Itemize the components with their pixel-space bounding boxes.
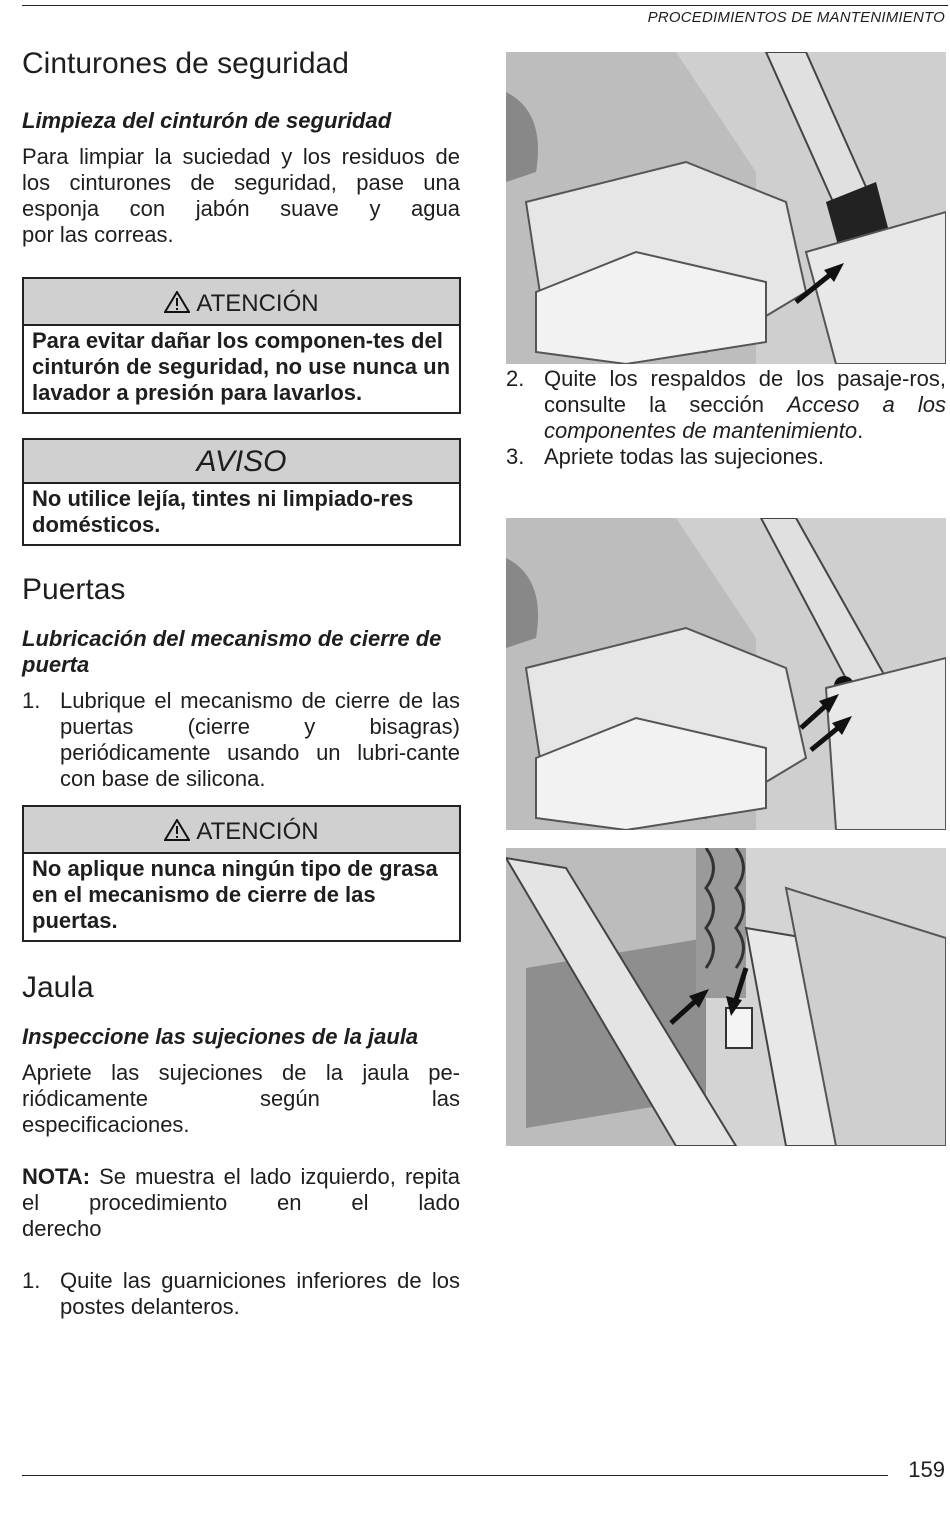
left-column — [22, 40, 460, 1320]
attention-header — [24, 279, 459, 326]
cage-title: Jaula — [22, 971, 94, 1005]
illustration-cage-fasteners — [506, 518, 946, 830]
note-text-1: Se muestra el lado izquierdo, repita el procedimiento en el lado — [22, 1164, 460, 1216]
doors-step-1-number: 1. — [22, 688, 41, 714]
cage-step-2-text — [544, 366, 946, 444]
doors-step-1 — [22, 688, 460, 792]
cage-step-2-link: Acceso a los componentes de mantenimiento — [544, 392, 946, 443]
cage-steps-2-3 — [506, 366, 946, 470]
cage-step-1 — [22, 1268, 460, 1320]
cage-step-1-number: 1. — [22, 1268, 41, 1294]
page-number: 159 — [908, 1457, 945, 1482]
attention-box-seatbelt — [22, 277, 461, 414]
note-text-end: derecho — [22, 1216, 102, 1242]
attention-text: Para evitar dañar los componen-tes del cinturón de seguridad, no use nunca un lavador a presión para lavarlos. — [32, 328, 451, 406]
illustration-cage-post-trim — [506, 52, 946, 364]
doors-subtitle: Lubricación del mecanismo de cierre de puerta — [22, 626, 442, 678]
seatbelt-cleaning-subtitle: Limpieza del cinturón de seguridad — [22, 108, 392, 133]
cage-step-2 — [506, 366, 946, 444]
note-label: NOTA: — [22, 1164, 91, 1190]
cage-subtitle: Inspeccione las sujeciones de la jaula — [22, 1024, 419, 1050]
cage-text-1: Apriete las sujeciones de la jaula pe-riódicamente según las — [22, 1060, 460, 1112]
attention-label: ATENCIÓN — [196, 290, 319, 318]
cage-step-2-number: 2. — [506, 366, 525, 391]
aviso-text: No utilice lejía, tintes ni limpiado-res domésticos. — [32, 486, 414, 538]
cage-step-2-text-2: . — [857, 418, 864, 443]
attention-box-doors — [22, 805, 461, 942]
seatbelts-title: Cinturones de seguridad — [22, 47, 349, 80]
attention-label: ATENCIÓN — [196, 818, 319, 846]
cage-text-end: especificaciones. — [22, 1112, 190, 1138]
cage-step-3-number: 3. — [506, 444, 525, 469]
seatbelt-cleaning-text-1: Para limpiar la suciedad y los residuos de los cinturones de seguridad, pase una esponja con jabón suave y agua — [22, 144, 460, 222]
illustration-cage-lower-fasteners — [506, 848, 946, 1146]
doors-title: Puertas — [22, 573, 126, 607]
cage-step-1-text: Quite las guarniciones inferiores de los postes delanteros. — [60, 1268, 460, 1320]
warning-triangle-icon — [164, 281, 190, 331]
cage-step-2-text-1: Quite los respaldos de los pasaje-ros, consulte la sección — [544, 366, 946, 417]
footer-rule — [22, 1475, 888, 1476]
attention-header — [24, 807, 459, 854]
seatbelt-cleaning-text-end: por las correas. — [22, 222, 174, 248]
header-rule — [22, 5, 948, 6]
warning-triangle-icon — [164, 809, 190, 859]
aviso-header: AVISO — [24, 440, 459, 484]
cage-step-3-text: Apriete todas las sujeciones. — [544, 444, 825, 469]
attention-text: No aplique nunca ningún tipo de grasa en el mecanismo de cierre de las puertas. — [32, 856, 438, 934]
running-header: PROCEDIMIENTOS DE MANTENIMIENTO — [647, 9, 945, 26]
doors-step-1-text: Lubrique el mecanismo de cierre de las puertas (cierre y bisagras) periódicamente usando un lubri-cante con base de silicona. — [60, 688, 460, 792]
aviso-box — [22, 438, 461, 546]
cage-step-3 — [506, 444, 946, 470]
